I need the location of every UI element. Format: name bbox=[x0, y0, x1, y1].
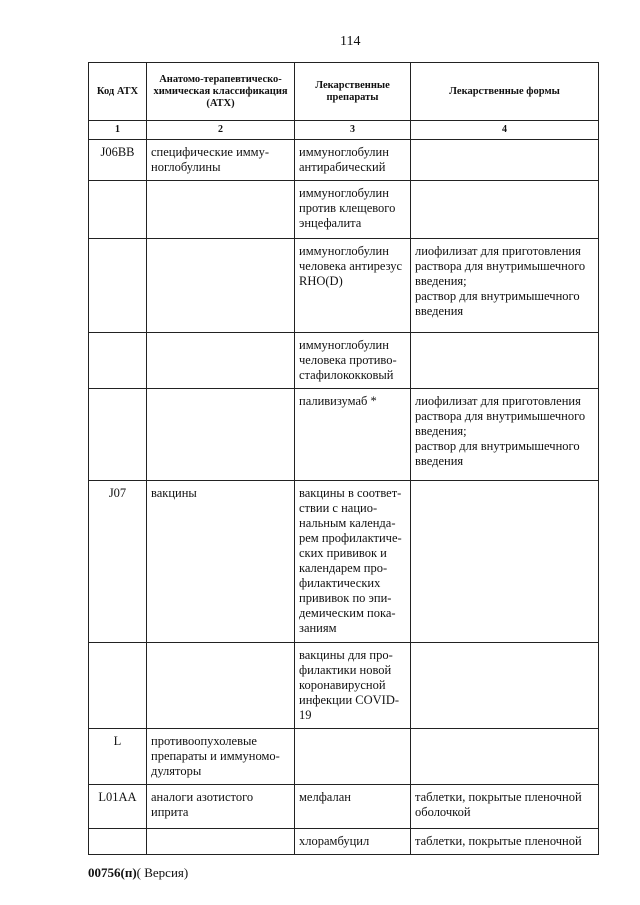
table-row bbox=[89, 643, 599, 729]
atc-code-cell: J06BB bbox=[89, 140, 147, 181]
atc-name-cell bbox=[147, 239, 295, 333]
column-number: 4 bbox=[411, 121, 599, 140]
atc-code-cell: J07 bbox=[89, 481, 147, 643]
drug-cell: вакцины для про- филактики новой коронавирусной инфекции COVID- 19 bbox=[295, 643, 411, 729]
header-atc-code: Код АТХ bbox=[89, 63, 147, 121]
form-cell bbox=[411, 333, 599, 389]
form-cell: таблетки, покрытые пленочной оболочкой bbox=[411, 785, 599, 829]
form-cell bbox=[411, 729, 599, 785]
atc-name-cell bbox=[147, 643, 295, 729]
atc-name-cell bbox=[147, 829, 295, 855]
version-label: ( Версия) bbox=[136, 865, 189, 880]
drug-table-container bbox=[88, 62, 599, 855]
table-row bbox=[89, 333, 599, 389]
atc-code-cell bbox=[89, 643, 147, 729]
table-row bbox=[89, 829, 599, 855]
table-row bbox=[89, 785, 599, 829]
column-number: 3 bbox=[295, 121, 411, 140]
header-dosage-forms: Лекарственные формы bbox=[411, 63, 599, 121]
column-number: 2 bbox=[147, 121, 295, 140]
form-cell bbox=[411, 181, 599, 239]
form-cell bbox=[411, 481, 599, 643]
page-number: 114 bbox=[340, 34, 361, 49]
atc-name-cell bbox=[147, 181, 295, 239]
atc-name-cell bbox=[147, 389, 295, 481]
form-cell: лиофилизат для приготовления раствора для внутримышечного введения; раствор для внутримышечного введения bbox=[411, 389, 599, 481]
table-row bbox=[89, 140, 599, 181]
atc-code-cell: L01AA bbox=[89, 785, 147, 829]
header-drugs: Лекарственные препараты bbox=[295, 63, 411, 121]
drug-cell bbox=[295, 729, 411, 785]
form-cell bbox=[411, 643, 599, 729]
table-header-row bbox=[89, 63, 599, 121]
table-row bbox=[89, 729, 599, 785]
document-id: 00756(п) bbox=[88, 865, 137, 880]
table-row bbox=[89, 481, 599, 643]
table-row bbox=[89, 389, 599, 481]
drug-cell: иммуноглобулин человека антирезус RHO(D) bbox=[295, 239, 411, 333]
column-number: 1 bbox=[89, 121, 147, 140]
atc-code-cell bbox=[89, 333, 147, 389]
atc-name-cell: вакцины bbox=[147, 481, 295, 643]
drug-cell: иммуноглобулин против клещевого энцефалита bbox=[295, 181, 411, 239]
atc-code-cell bbox=[89, 829, 147, 855]
atc-code-cell bbox=[89, 181, 147, 239]
atc-name-cell: специфические имму- ноглобулины bbox=[147, 140, 295, 181]
column-number-row bbox=[89, 121, 599, 140]
atc-code-cell: L bbox=[89, 729, 147, 785]
drug-cell: паливизумаб * bbox=[295, 389, 411, 481]
drug-table bbox=[88, 62, 599, 855]
drug-cell: вакцины в соответ- ствии с нацио- нальным календа- рем профилактиче- ских прививок и календарем про- филактических прививок по эпи- демическим пока- заниям bbox=[295, 481, 411, 643]
drug-cell: иммуноглобулин человека противо- стафилококковый bbox=[295, 333, 411, 389]
atc-name-cell: противоопухолевые препараты и иммуномо- дуляторы bbox=[147, 729, 295, 785]
table-row bbox=[89, 239, 599, 333]
form-cell: таблетки, покрытые пленочной bbox=[411, 829, 599, 855]
drug-cell: мелфалан bbox=[295, 785, 411, 829]
drug-cell: иммуноглобулин антирабический bbox=[295, 140, 411, 181]
atc-name-cell bbox=[147, 333, 295, 389]
drug-cell: хлорамбуцил bbox=[295, 829, 411, 855]
atc-code-cell bbox=[89, 239, 147, 333]
table-row bbox=[89, 181, 599, 239]
atc-name-cell: аналоги азотистого иприта bbox=[147, 785, 295, 829]
form-cell: лиофилизат для приготовления раствора для внутримышечного введения; раствор для внутримышечного введения bbox=[411, 239, 599, 333]
header-atc-classification: Анатомо-терапевтическо-химическая классификация (АТХ) bbox=[147, 63, 295, 121]
form-cell bbox=[411, 140, 599, 181]
atc-code-cell bbox=[89, 389, 147, 481]
footer bbox=[88, 865, 188, 881]
